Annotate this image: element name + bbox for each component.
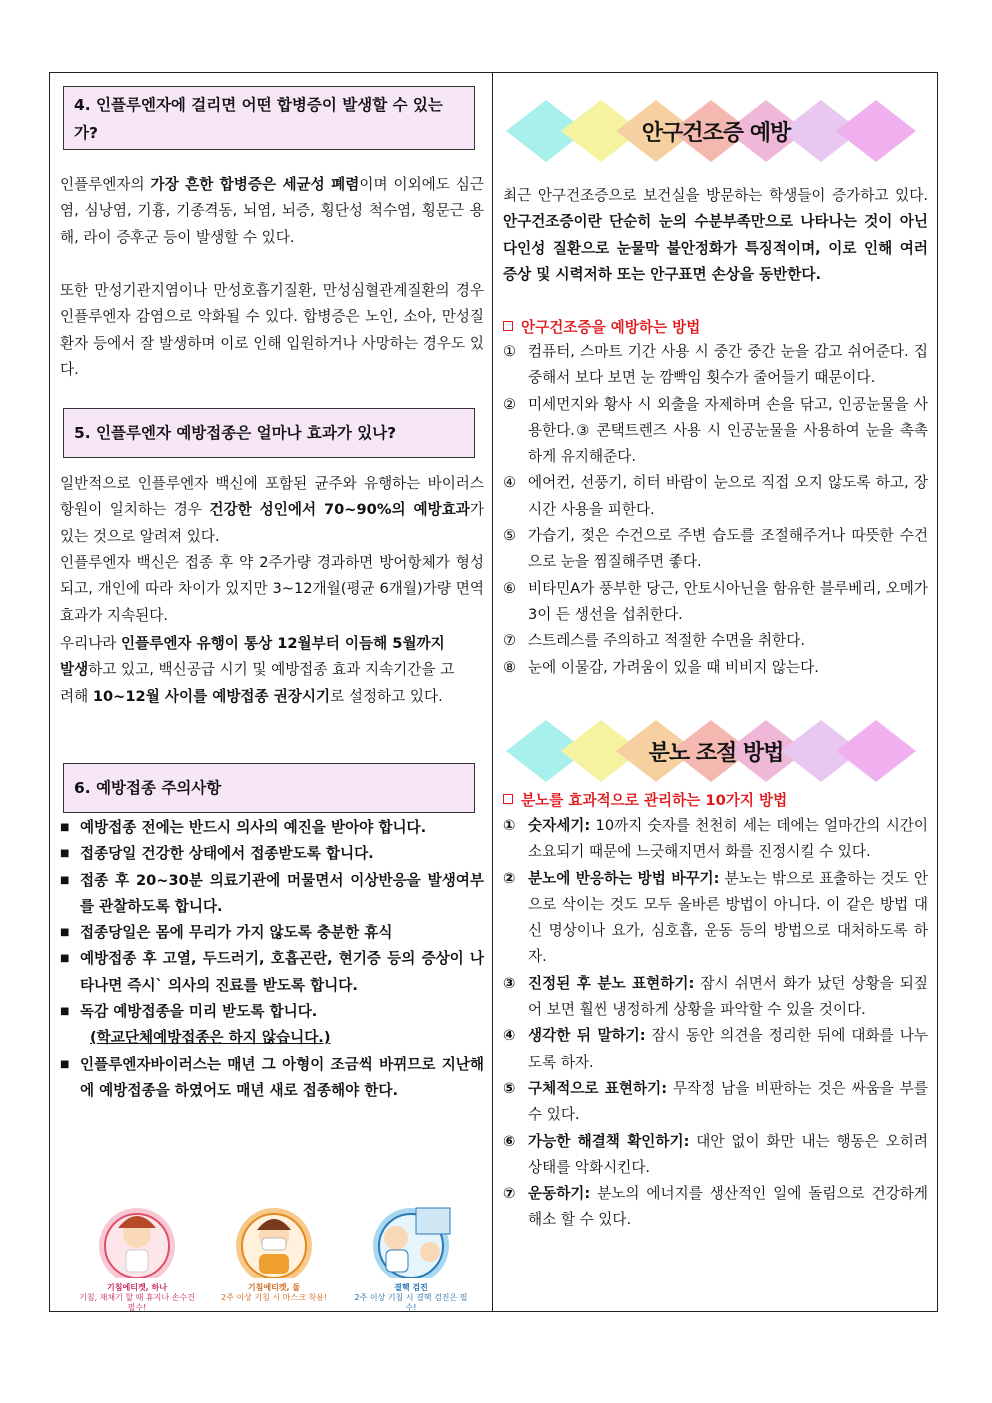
anger-subheading: 분노를 효과적으로 관리하는 10가지 방법 — [503, 786, 787, 812]
q5-paragraph-2: 인플루엔자 백신은 접종 후 약 2주가량 경과하면 방어항체가 형성되고, 개인에 따라 차이가 있지만 3~12개월(평균 6개월)가량 면역효과가 지속된다. — [60, 554, 484, 624]
etiquette-picture-1 — [78, 1198, 196, 1312]
precaution-item: ■ 인플루엔자바이러스는 매년 그 아형이 조금씩 바뀌므로 지난해에 예방접종을 하였어도 매년 새로 접종해야 한다. — [60, 1052, 484, 1105]
etiquette-picture-3 — [352, 1198, 470, 1312]
precaution-note: (학교단체예방접종은 하지 않습니다.) — [90, 1029, 331, 1047]
q5-paragraph-3: 우리나라 인플루엔자 유행이 통상 12월부터 이듬해 5월까지 발생하고 있고, 백신공급 시기 및 예방접종 효과 지속기간을 고려해 10~12월 사이를 예방접종 권장시기로 설정하고 있다. — [60, 635, 455, 705]
tissue-illustration-icon — [78, 1198, 196, 1278]
picture-caption: 기침, 재채기 할 때 휴지나 손수건 필수! — [79, 1293, 195, 1312]
list-item: ⑥ 비타민A가 풍부한 당근, 안토시아닌을 함유한 블루베리, 오메가3이 든 생선을 섭취한다. — [503, 579, 928, 623]
q4-title: 4. 인플루엔자에 걸리면 어떤 합병증이 발생할 수 있는가? — [74, 96, 443, 142]
cough-etiquette-images — [78, 1198, 468, 1312]
column-divider — [492, 72, 493, 1312]
picture-caption: 2주 이상 기침 시 결핵 검진은 필수! — [354, 1293, 468, 1312]
eye-prevention-list — [503, 339, 928, 681]
q5-heading — [63, 408, 475, 458]
list-item: ⑥ 가능한 해결책 확인하기: 대안 없이 화만 내는 행동은 오히려 상태를 악화시킨다. — [503, 1132, 928, 1176]
q6-title: 6. 예방접종 주의사항 — [74, 779, 222, 797]
eye-banner-title: 안구건조증 예방 — [641, 120, 791, 146]
precaution-item: ■ 예방접종 후 고열, 두드러기, 호흡곤란, 현기증 등의 증상이 나타나면 즉시` 의사의 진료를 받도록 합니다. — [60, 946, 484, 999]
q5-title: 5. 인플루엔자 예방접종은 얼마나 효과가 있나? — [74, 424, 397, 442]
anger-banner-title: 분노 조절 방법 — [648, 740, 784, 766]
precaution-item: ■ 독감 예방접종을 미리 받도록 합니다. — [60, 999, 484, 1025]
precaution-item: ■ 접종당일 건강한 상태에서 접종받도록 합니다. — [60, 841, 484, 867]
eye-banner — [506, 100, 926, 162]
list-item: ⑧ 눈에 이물감, 가려움이 있을 때 비비지 않는다. — [503, 658, 819, 676]
etiquette-picture-2 — [215, 1198, 333, 1308]
list-item: ① 컴퓨터, 스마트 기간 사용 시 중간 중간 눈을 감고 쉬어준다. 집중해서 보다 보면 눈 깜빡임 횟수가 줄어들기 때문이다. — [503, 343, 928, 387]
list-item: ⑦ 스트레스를 주의하고 적절한 수면을 취한다. — [503, 632, 805, 650]
list-item: ③ 진정된 후 분노 표현하기: 잠시 쉬면서 화가 났던 상황을 되짚어 보면 훨씬 냉정하게 상황을 파악할 수 있을 것이다. — [503, 974, 929, 1019]
precautions-list — [60, 815, 484, 1104]
precaution-item: ■ 예방접종 전에는 반드시 의사의 예진을 받아야 합니다. — [60, 815, 484, 841]
q4-heading — [63, 86, 475, 150]
q5-paragraph-1: 일반적으로 인플루엔자 백신에 포함된 균주와 유행하는 바이러스 항원이 일치하는 경우 건강한 성인에서 70~90%의 예방효과가 있는 것으로 알려져 있다. — [60, 475, 484, 545]
checkbox-square-icon — [503, 321, 513, 331]
eye-intro: 최근 안구건조증으로 보건실을 방문하는 학생들이 증가하고 있다. 안구건조증이란 단순히 눈의 수분부족만으로 나타나는 것이 아닌 다인성 질환으로 눈물막 불안정화가 특징적이며, 이로 인해 여러 증상 및 시력저하 또는 안구표면 손상을 동반한다. — [503, 187, 928, 283]
list-item: ① 숫자세기: 10까지 숫자를 천천히 세는 데에는 얼마간의 시간이 소요되기 때문에 느긋해지면서 화를 진정시킬 수 있다. — [503, 817, 928, 861]
q4-paragraph-2: 또한 만성기관지염이나 만성호흡기질환, 만성심혈관계질환의 경우 인플루엔자 감염으로 악화될 수 있다. 합병증은 노인, 소아, 만성질환자 등에서 잘 발생하며 이로 인해 입원하거나 사망하는 경우도 있다. — [60, 282, 484, 378]
q4-paragraph-1: 인플루엔자의 가장 흔한 합병증은 세균성 폐렴이며 이외에도 심근염, 심낭염, 기흉, 기종격동, 뇌염, 뇌증, 횡단성 척수염, 횡문근 용해, 라이 증후군 등이 발생할 수 있다. — [60, 176, 485, 246]
mask-illustration-icon — [215, 1198, 333, 1278]
checkbox-square-icon — [503, 794, 513, 804]
eye-prevention-subheading: 안구건조증을 예방하는 방법 — [503, 313, 700, 339]
q6-heading — [63, 763, 475, 813]
anger-list — [503, 813, 928, 1234]
picture-label: 기침에티켓, 둘 — [247, 1283, 301, 1292]
list-item: ⑤ 구체적으로 표현하기: 무작정 남을 비판하는 것은 싸움을 부를 수 있다. — [503, 1079, 928, 1124]
precaution-item: ■ 접종당일은 몸에 무리가 가지 않도록 충분한 휴식 — [60, 920, 484, 946]
anger-banner — [506, 720, 926, 782]
precaution-item: ■ 접종 후 20~30분 의료기관에 머물면서 이상반응을 발생여부를 관찰하도록 합니다. — [60, 868, 484, 921]
list-item: ② 분노에 반응하는 방법 바꾸기: 분노는 밖으로 표출하는 것도 안으로 삭이는 것도 모두 올바른 방법이 아니다. 이 같은 방법 대신 명상이나 요가, 심호흡, 운동 등의 방법으로 대처하도록 하자. — [503, 869, 928, 966]
list-item: ⑤ 가습기, 젖은 수건으로 주변 습도를 조절해주거나 따뜻한 수건으로 눈을 찜질해주면 좋다. — [503, 527, 928, 571]
picture-caption: 2주 이상 기침 시 마스크 착용! — [220, 1293, 328, 1302]
list-item: ② 미세먼지와 황사 시 외출을 자제하며 손을 닦고, 인공눈물을 사용한다.③ 콘택트렌즈 사용 시 인공눈물을 사용하여 눈을 촉촉하게 유지해준다. — [503, 395, 928, 466]
list-item: ⑦ 운동하기: 분노의 에너지를 생산적인 일에 돌림으로 건강하게 해소 할 수 있다. — [503, 1185, 928, 1229]
list-item: ④ 생각한 뒤 말하기: 잠시 동안 의견을 정리한 뒤에 대화를 나누도록 하자. — [503, 1027, 928, 1071]
list-item: ④ 에어컨, 선풍기, 히터 바람이 눈으로 직접 오지 않도록 하고, 장시간 사용을 피한다. — [503, 474, 928, 518]
picture-label: 기침에티켓, 하나 — [107, 1283, 167, 1292]
tb-checkup-illustration-icon — [352, 1198, 470, 1278]
picture-label: 결핵 검진 — [394, 1283, 428, 1292]
